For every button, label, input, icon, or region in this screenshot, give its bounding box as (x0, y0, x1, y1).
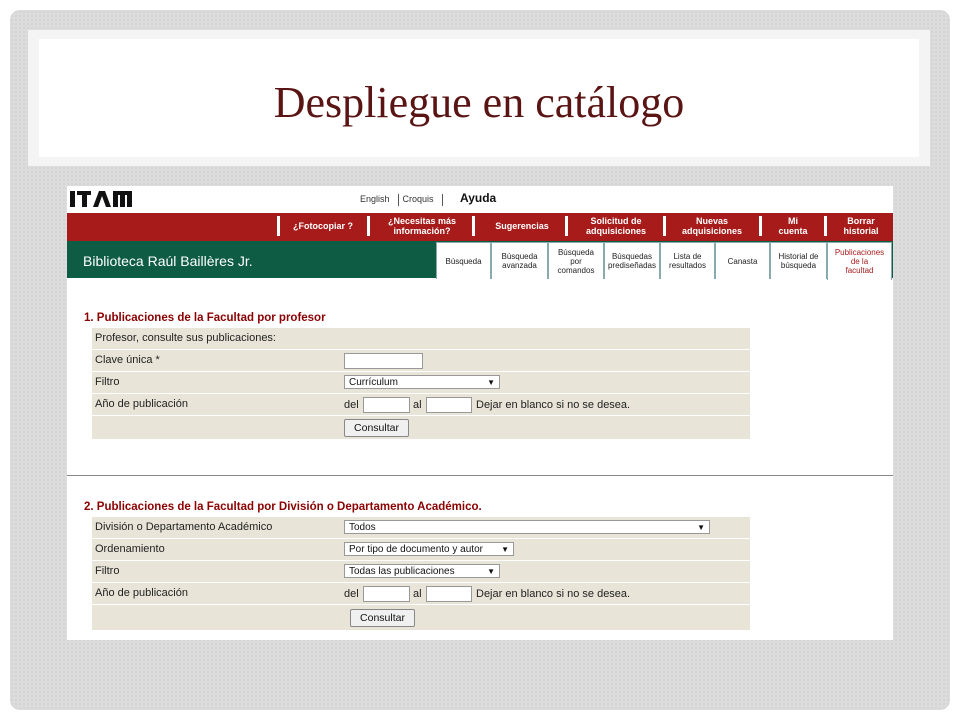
division-select[interactable] (344, 520, 710, 534)
tab-historial-de-busqueda[interactable]: Historial de búsqueda (770, 242, 827, 279)
menu-nuevas-adquisiciones[interactable]: Nuevas adquisiciones (681, 216, 743, 236)
menu-separator (367, 216, 370, 236)
menu-mi-cuenta[interactable]: Mi cuenta (778, 216, 808, 236)
chevron-down-icon: ▼ (487, 567, 495, 576)
form-row (92, 582, 750, 605)
section1-title: 1. Publicaciones de la Facultad por profesor (84, 312, 326, 324)
menu-separator (824, 216, 827, 236)
menu-separator (759, 216, 762, 236)
title-panel (39, 39, 919, 157)
menu-solicitud-adquisiciones[interactable]: Solicitud de adquisiciones (585, 216, 647, 236)
filtro-select[interactable] (344, 375, 500, 389)
filtro-label: Filtro (95, 565, 120, 577)
catalog-screenshot (67, 186, 893, 640)
tab-canasta[interactable]: Canasta (715, 242, 770, 279)
section2-title: 2. Publicaciones de la Facultad por División o Departamento Académico. (84, 501, 482, 513)
separator (398, 194, 399, 206)
tab-lista-de-resultados[interactable]: Lista de resultados (660, 242, 715, 279)
section1-form (92, 327, 750, 439)
al-label: al (413, 399, 422, 411)
clave-label: Clave única * (95, 354, 160, 366)
anio-label: Año de publicación (95, 398, 188, 410)
main-menu-bar (67, 213, 893, 241)
al-label: al (413, 588, 422, 600)
anio-label: Año de publicación (95, 587, 188, 599)
menu-separator (565, 216, 568, 236)
consultar-button[interactable]: Consultar (344, 419, 409, 437)
itam-logo (69, 188, 133, 210)
form-row (92, 415, 750, 440)
top-links (360, 194, 447, 206)
ordenamiento-label: Ordenamiento (95, 543, 165, 555)
section2-form (92, 516, 750, 630)
ordenamiento-select-value: Por tipo de documento y autor (349, 544, 483, 555)
form-row (92, 371, 750, 394)
ordenamiento-select[interactable] (344, 542, 514, 556)
blank-note: Dejar en blanco si no se desea. (476, 399, 631, 411)
form-row (92, 604, 750, 631)
filtro-select[interactable] (344, 564, 500, 578)
tab-busqueda[interactable]: Búsqueda (436, 242, 491, 279)
croquis-link[interactable]: Croquis (402, 194, 434, 205)
chevron-down-icon: ▼ (487, 378, 495, 387)
anio-hasta-input[interactable] (426, 397, 472, 413)
filtro-label: Filtro (95, 376, 120, 388)
anio-hasta-input[interactable] (426, 586, 472, 602)
separator (442, 194, 443, 206)
menu-separator (663, 216, 666, 236)
english-link[interactable]: English (360, 194, 390, 205)
form-row (92, 516, 750, 539)
consultar-button[interactable]: Consultar (350, 609, 415, 627)
del-label: del (344, 399, 359, 411)
anio-desde-input[interactable] (363, 397, 410, 413)
chevron-down-icon: ▼ (697, 523, 705, 532)
anio-desde-input[interactable] (363, 586, 410, 602)
slide-title: Despliegue en catálogo (273, 78, 685, 127)
filtro-select-value: Todas las publicaciones (349, 566, 455, 577)
filtro-select-value: Currículum (349, 377, 398, 388)
menu-separator (472, 216, 475, 236)
chevron-down-icon: ▼ (501, 545, 509, 554)
menu-fotocopiar[interactable]: ¿Fotocopiar ? (293, 221, 353, 231)
tab-busqueda-por-comandos[interactable]: Búsqueda por comandos (548, 242, 604, 279)
tab-busquedas-predisenadas[interactable]: Búsquedas prediseñadas (604, 242, 660, 279)
blank-note: Dejar en blanco si no se desea. (476, 588, 631, 600)
help-link[interactable]: Ayuda (460, 191, 497, 205)
form-row (92, 349, 750, 372)
section1-intro: Profesor, consulte sus publicaciones: (95, 332, 276, 344)
division-select-value: Todos (349, 522, 376, 533)
menu-sugerencias[interactable]: Sugerencias (495, 221, 549, 231)
form-row (92, 560, 750, 583)
title-frame (28, 30, 930, 166)
library-header-bar (67, 241, 893, 278)
tab-busqueda-avanzada[interactable]: Búsqueda avanzada (491, 242, 548, 279)
menu-borrar-historial[interactable]: Borrar historial (843, 216, 879, 236)
form-row (92, 327, 750, 350)
clave-unica-input[interactable] (344, 353, 423, 369)
del-label: del (344, 588, 359, 600)
library-name: Biblioteca Raúl Baillères Jr. (83, 253, 253, 269)
form-row (92, 393, 750, 416)
form-row (92, 538, 750, 561)
division-label: División o Departamento Académico (95, 521, 273, 533)
menu-separator (277, 216, 280, 236)
divider (67, 475, 893, 476)
tab-publicaciones-facultad[interactable]: Publicaciones de la facultad (827, 242, 892, 280)
menu-necesitas-informacion[interactable]: ¿Necesitas más información? (387, 216, 457, 236)
